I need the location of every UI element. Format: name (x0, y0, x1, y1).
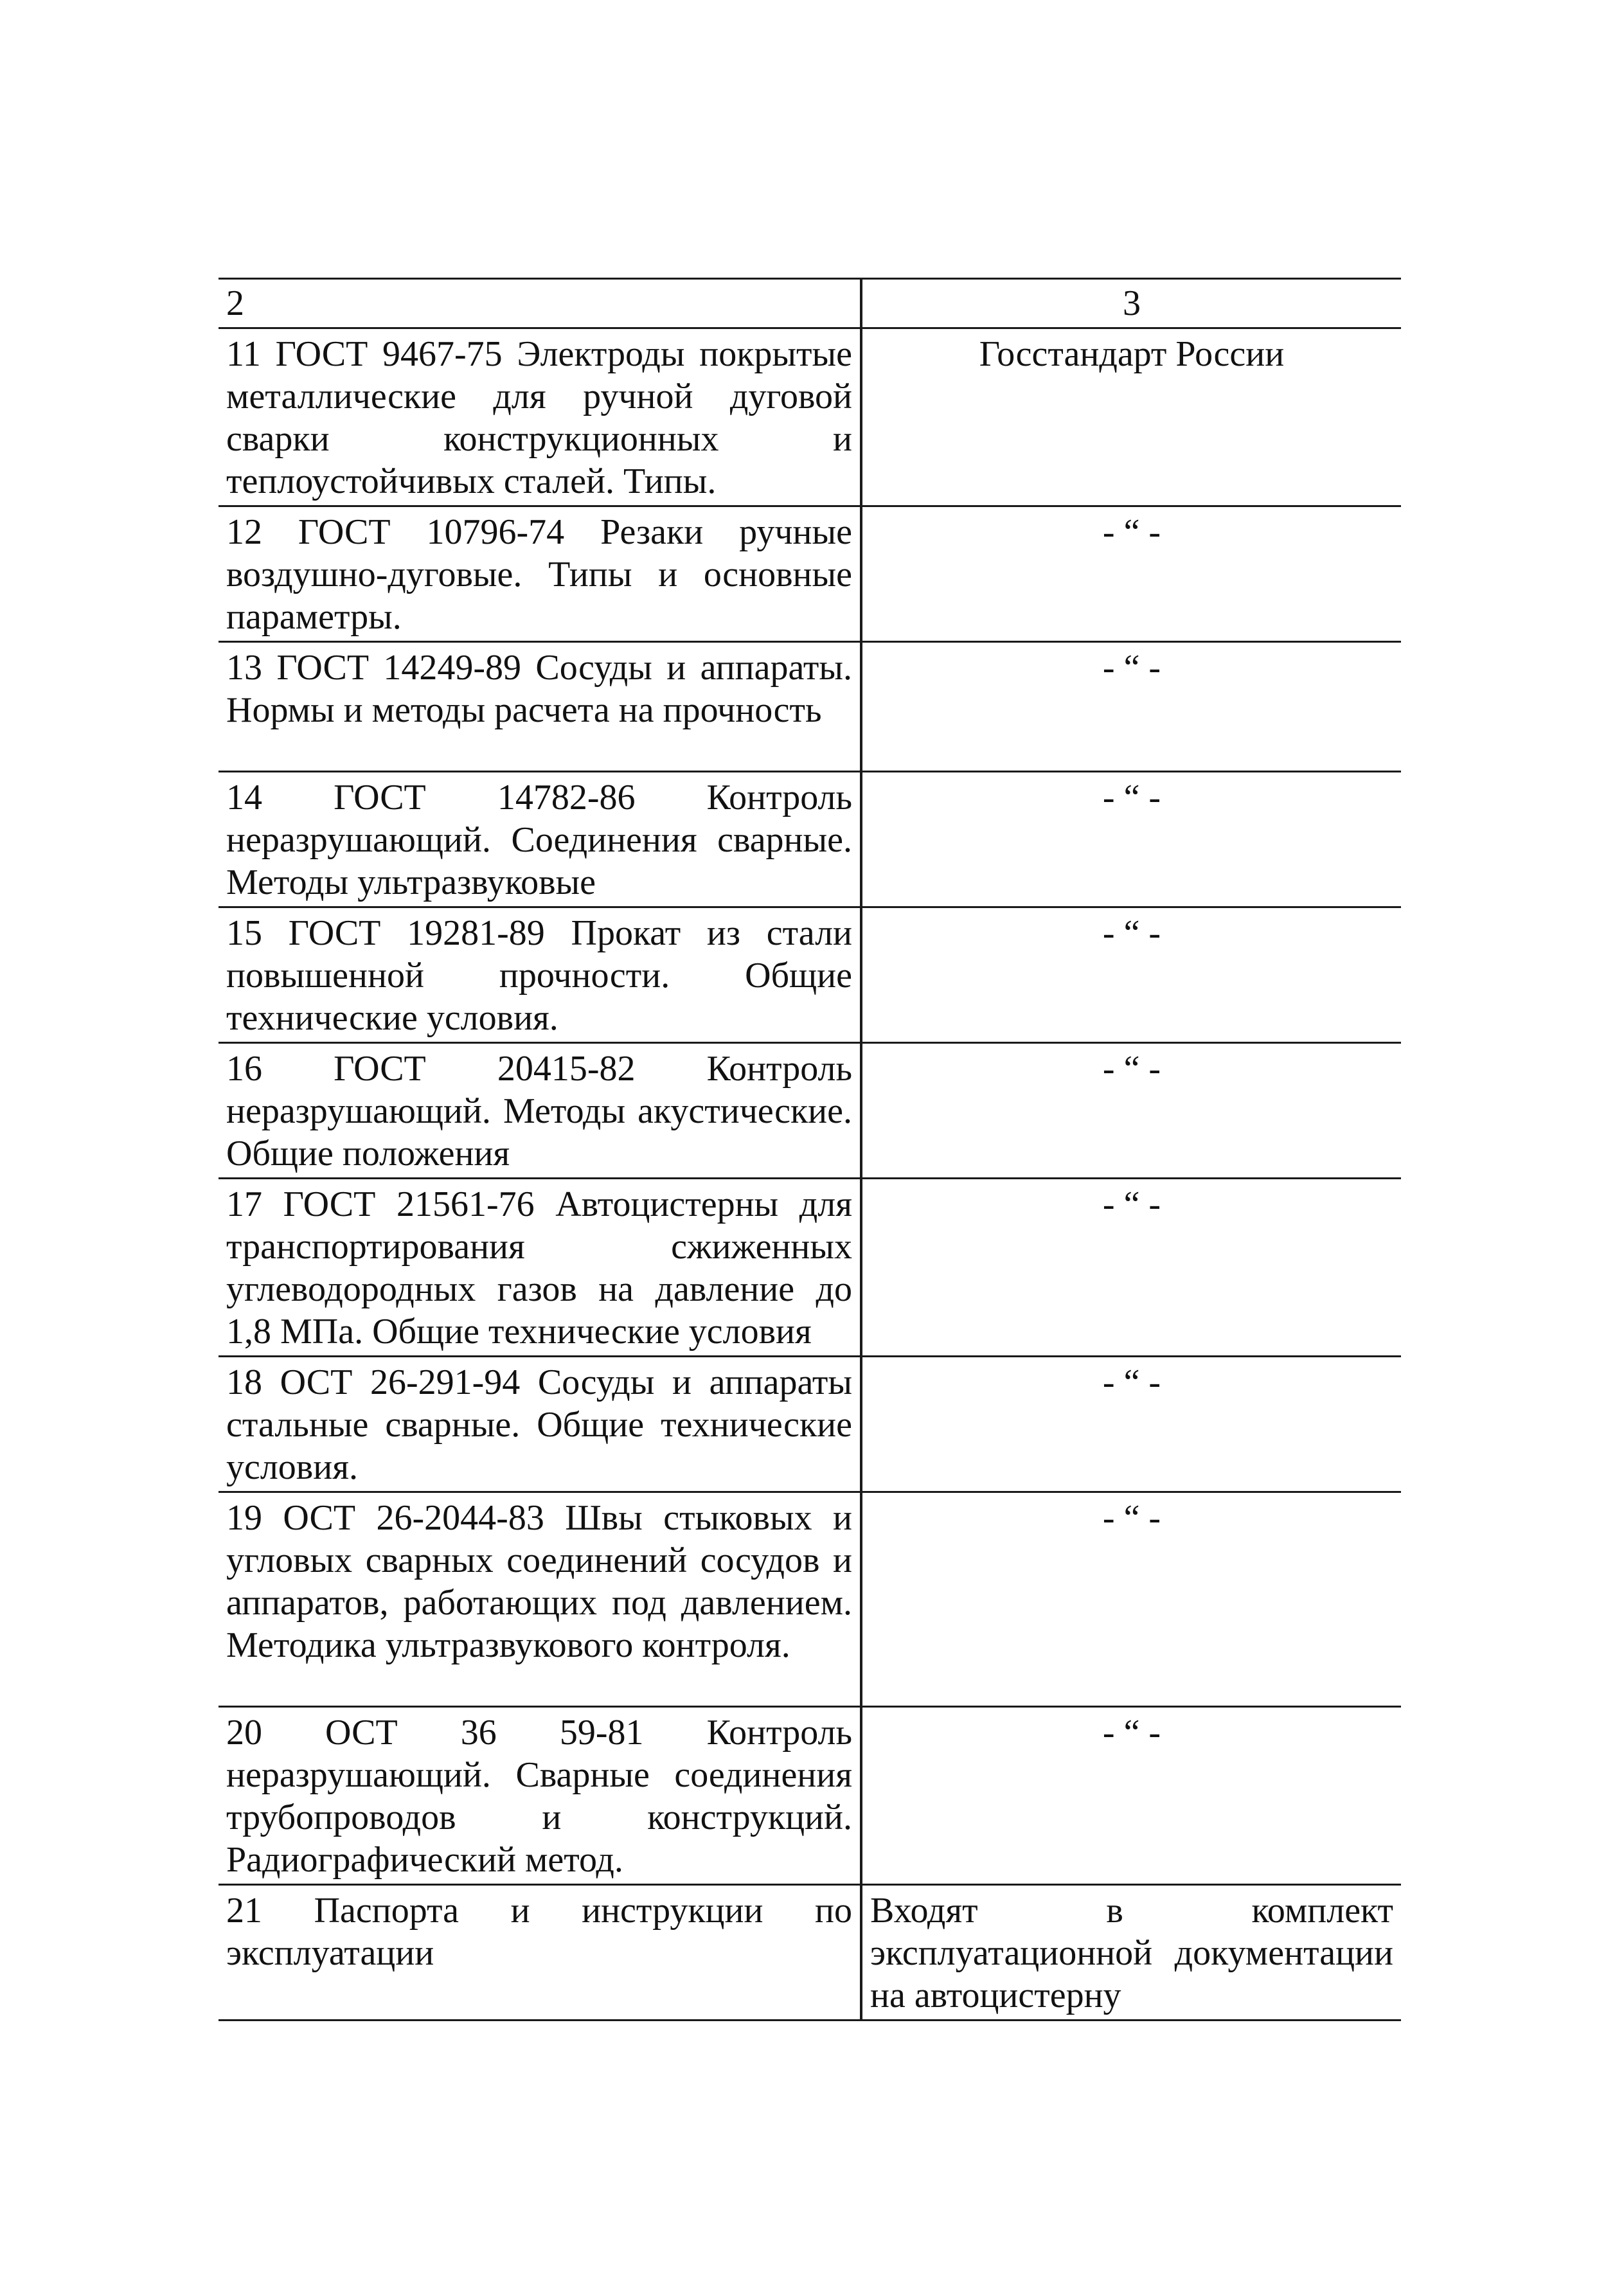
document-title-cell: 21 Паспорта и инструкции по эксплуатации (219, 1885, 861, 2021)
issuing-authority-cell: - “ - (861, 1492, 1401, 1707)
column-3-header: 3 (861, 279, 1401, 328)
table-header-row (219, 279, 1401, 328)
issuing-authority-cell: - “ - (861, 506, 1401, 642)
references-table (219, 278, 1401, 2021)
column-2-header: 2 (219, 279, 861, 328)
document-title-cell: 19 ОСТ 26-2044-83 Швы стыковых и угловых сварных соединений сосудов и аппаратов, работающих под давлением. Методика ультразвукового контроля. (219, 1492, 861, 1707)
issuing-authority-cell: - “ - (861, 907, 1401, 1043)
table-row (219, 1357, 1401, 1492)
document-title-cell: 17 ГОСТ 21561-76 Автоцистерны для транспортирования сжиженных углеводородных газов на давление до 1,8 МПа. Общие технические условия (219, 1179, 861, 1357)
document-title-cell: 13 ГОСТ 14249-89 Сосуды и аппараты. Нормы и методы расчета на прочность (219, 642, 861, 772)
table-row (219, 907, 1401, 1043)
issuing-authority-cell: Входят в комплект эксплуатационной документации на автоцистерну (861, 1885, 1401, 2021)
document-title-cell: 16 ГОСТ 20415-82 Контроль неразрушающий. Методы акустические. Общие положения (219, 1043, 861, 1179)
issuing-authority-cell: - “ - (861, 642, 1401, 772)
table-row (219, 1707, 1401, 1885)
issuing-authority-cell: Госстандарт России (861, 328, 1401, 506)
document-title-cell: 11 ГОСТ 9467-75 Электроды покрытые металлические для ручной дуговой сварки конструкционных и теплоустойчивых сталей. Типы. (219, 328, 861, 506)
table-row (219, 1885, 1401, 2021)
issuing-authority-cell: - “ - (861, 772, 1401, 907)
table-row (219, 1492, 1401, 1707)
document-title-cell: 15 ГОСТ 19281-89 Прокат из стали повышенной прочности. Общие технические условия. (219, 907, 861, 1043)
issuing-authority-cell: - “ - (861, 1179, 1401, 1357)
table-row (219, 1043, 1401, 1179)
issuing-authority-cell: - “ - (861, 1707, 1401, 1885)
issuing-authority-cell: - “ - (861, 1357, 1401, 1492)
table-row (219, 642, 1401, 772)
table-row (219, 1179, 1401, 1357)
document-title-cell: 12 ГОСТ 10796-74 Резаки ручные воздушно-дуговые. Типы и основные параметры. (219, 506, 861, 642)
document-title-cell: 18 ОСТ 26-291-94 Сосуды и аппараты стальные сварные. Общие технические условия. (219, 1357, 861, 1492)
table-row (219, 772, 1401, 907)
table-row (219, 328, 1401, 506)
table-row (219, 506, 1401, 642)
document-title-cell: 20 ОСТ 36 59-81 Контроль неразрушающий. Сварные соединения трубопроводов и конструкций. Радиографический метод. (219, 1707, 861, 1885)
document-title-cell: 14 ГОСТ 14782-86 Контроль неразрушающий. Соединения сварные. Методы ультразвуковые (219, 772, 861, 907)
issuing-authority-cell: - “ - (861, 1043, 1401, 1179)
